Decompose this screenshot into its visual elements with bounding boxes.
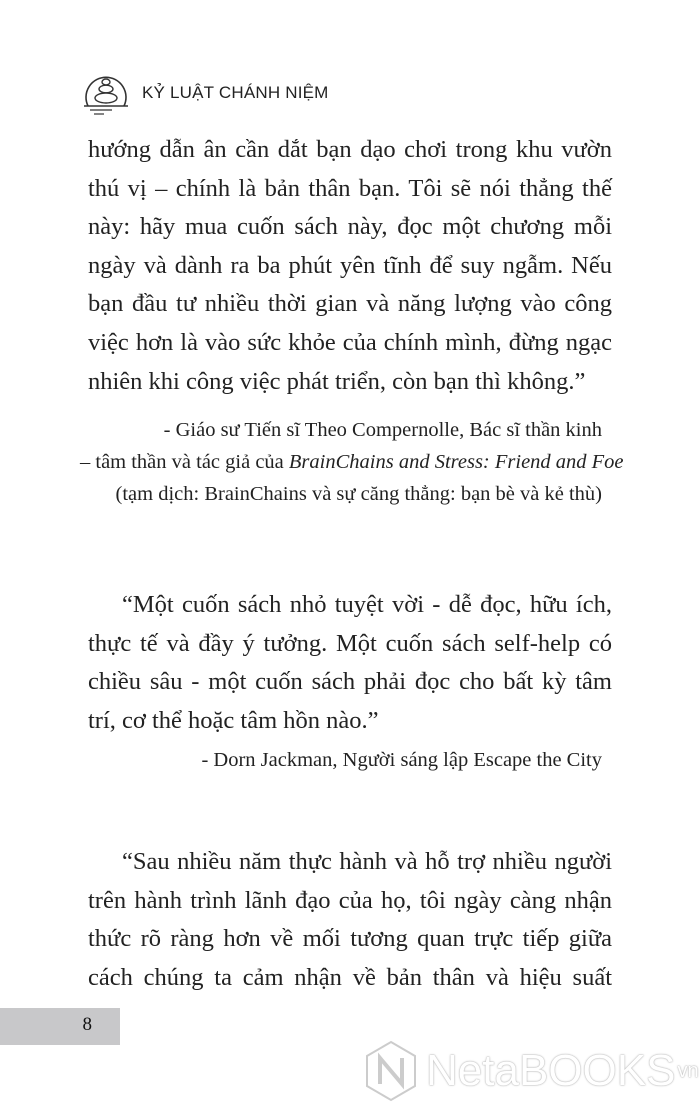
page-number-box [0,1008,120,1045]
quote-line: thú vị – chính là bản thân bạn. Tôi sẽ nói thẳng thế [88,174,612,202]
quote-line: này: hãy mua cuốn sách này, đọc một chương mỗi [88,213,612,241]
stacked-stones-logo-icon [80,68,132,118]
attribution-line: - Giáo sư Tiến sĩ Theo Compernolle, Bác sĩ thần kinh [163,419,602,441]
quote-line: việc hơn là vào sức khỏe của chính mình, đừng ngạc [88,328,612,356]
quote-line: ngày và dành ra ba phút yên tĩnh để suy ngẫm. Nếu [88,251,612,279]
quote-1 [88,131,612,401]
quote-line: trí, cơ thể hoặc tâm hồn nào.” [88,706,379,734]
attribution-line: (tạm dịch: BrainChains và sự căng thẳng: bạn bè và kẻ thù) [115,483,602,505]
quote-line: bạn đầu tư nhiều thời gian và năng lượng vào công [88,290,612,318]
watermark-suffix: vn [677,1059,699,1082]
attribution-line: - Dorn Jackman, Người sáng lập Escape the City [201,749,602,771]
quote-line: thức rõ ràng hơn về mối tương quan trực tiếp giữa [88,925,612,953]
attribution-text: – tâm thần và tác giả của [80,451,289,473]
quote-1-attribution [80,414,624,510]
watermark [364,1040,699,1102]
quote-3 [88,843,612,997]
quote-line: trên hành trình lãnh đạo của họ, tôi ngày càng nhận [88,886,612,914]
quote-line: nhiên khi công việc phát triển, còn bạn thì không.” [88,367,586,395]
quote-line: “Sau nhiều năm thực hành và hỗ trợ nhiều người [122,848,612,875]
watermark-brand: NetaBOOKS [426,1046,676,1095]
quote-2-attribution [80,744,602,776]
attribution-line [80,446,624,478]
book-title: BrainChains and Stress: Friend and Foe [288,451,624,473]
quote-line: hướng dẫn ân cần dắt bạn dạo chơi trong khu vườn [88,136,612,163]
quote-line: “Một cuốn sách nhỏ tuyệt vời - dễ đọc, hữu ích, [122,591,612,618]
running-header [80,68,329,118]
netabooks-logo-icon [364,1040,418,1102]
quote-line: chiều sâu - một cuốn sách phải đọc cho bất kỳ tâm [88,668,612,696]
page-number: 8 [82,1014,92,1035]
quote-line: cách chúng ta cảm nhận về bản thân và hiệu suất [88,963,612,991]
quote-line: thực tế và đầy ý tưởng. Một cuốn sách self-help có [88,629,612,657]
quote-2 [88,586,612,740]
running-title: KỶ LUẬT CHÁNH NIỆM [142,83,329,102]
